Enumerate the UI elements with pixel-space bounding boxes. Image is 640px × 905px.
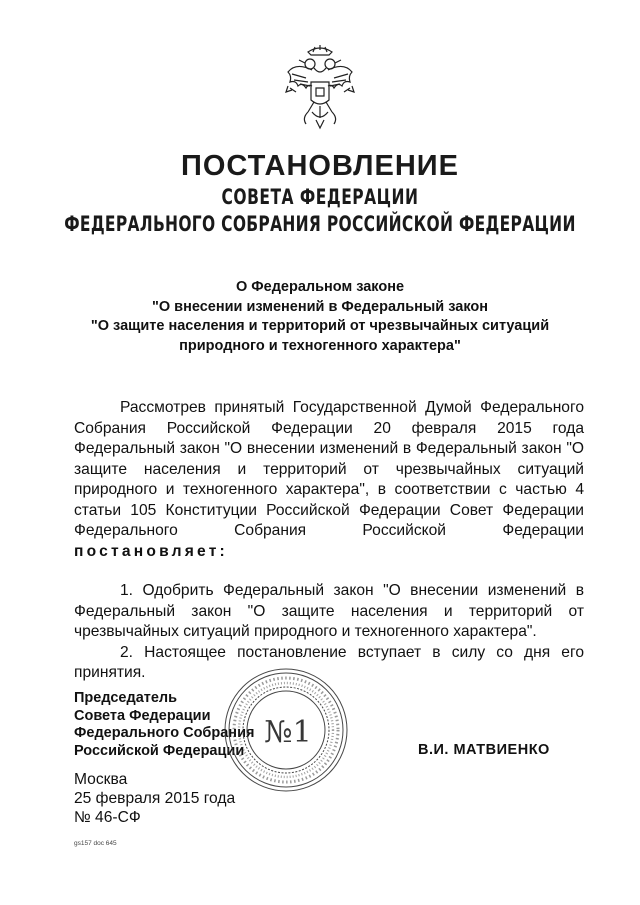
place-date-number: [74, 770, 235, 827]
preamble-paragraph: [74, 398, 584, 562]
stamp-number: №1: [264, 715, 312, 750]
position-line: Совета Федерации: [74, 707, 211, 724]
footer-code: gs157 doc 645: [74, 840, 117, 847]
russian-coat-of-arms-icon: [282, 42, 358, 134]
subject-line: природного и техногенного характера": [179, 337, 461, 354]
signatory-name: В.И. МАТВИЕНКО: [418, 742, 550, 758]
round-seal-stamp-icon: [222, 666, 350, 794]
decree-item-1: 1. Одобрить Федеральный закон "О внесении изменений в Федеральный закон "О защите населения и территорий от чрезвычайных ситуаций природного и техногенного характера".: [74, 582, 584, 640]
city: Москва: [74, 771, 128, 788]
subject-line: "О внесении изменений в Федеральный закон: [152, 298, 488, 315]
document-subject: [60, 278, 580, 356]
issuer-line-2: ФЕДЕРАЛЬНОГО СОБРАНИЯ РОССИЙСКОЙ ФЕДЕРАЦИИ: [64, 211, 576, 237]
document-body: [74, 398, 584, 684]
position-line: Российской Федерации: [74, 742, 245, 759]
subject-line: "О защите населения и территорий от чрезвычайных ситуаций: [90, 318, 550, 334]
document-title: ПОСТАНОВЛЕНИЕ: [181, 150, 459, 182]
issuer-line-1: СОВЕТА ФЕДЕРАЦИИ: [221, 184, 419, 210]
preamble-text: Рассмотрев принятый Государственной Думой Федерального Собрания Российской Федерации 20 февраля 2015 года Федеральный закон "О внесении изменений в Федеральный закон "О защите населения и территорий от чрезвычайных ситуаций природного и техногенного характера", в соответствии с частью 4 статьи 105 Конституции Российской Федерации Совет Федерации Федерального Собрания Российской Федерации: [74, 399, 584, 539]
position-line: Федерального Собрания: [74, 725, 255, 741]
date: 25 февраля 2015 года: [74, 790, 236, 807]
position-line: Председатель: [74, 690, 178, 706]
subject-line: О Федеральном законе: [235, 279, 405, 295]
document-number: № 46-СФ: [74, 809, 141, 826]
decree-word: постановляет:: [74, 542, 228, 560]
decree-item-2: 2. Настоящее постановление вступает в силу со дня его принятия.: [74, 643, 584, 681]
